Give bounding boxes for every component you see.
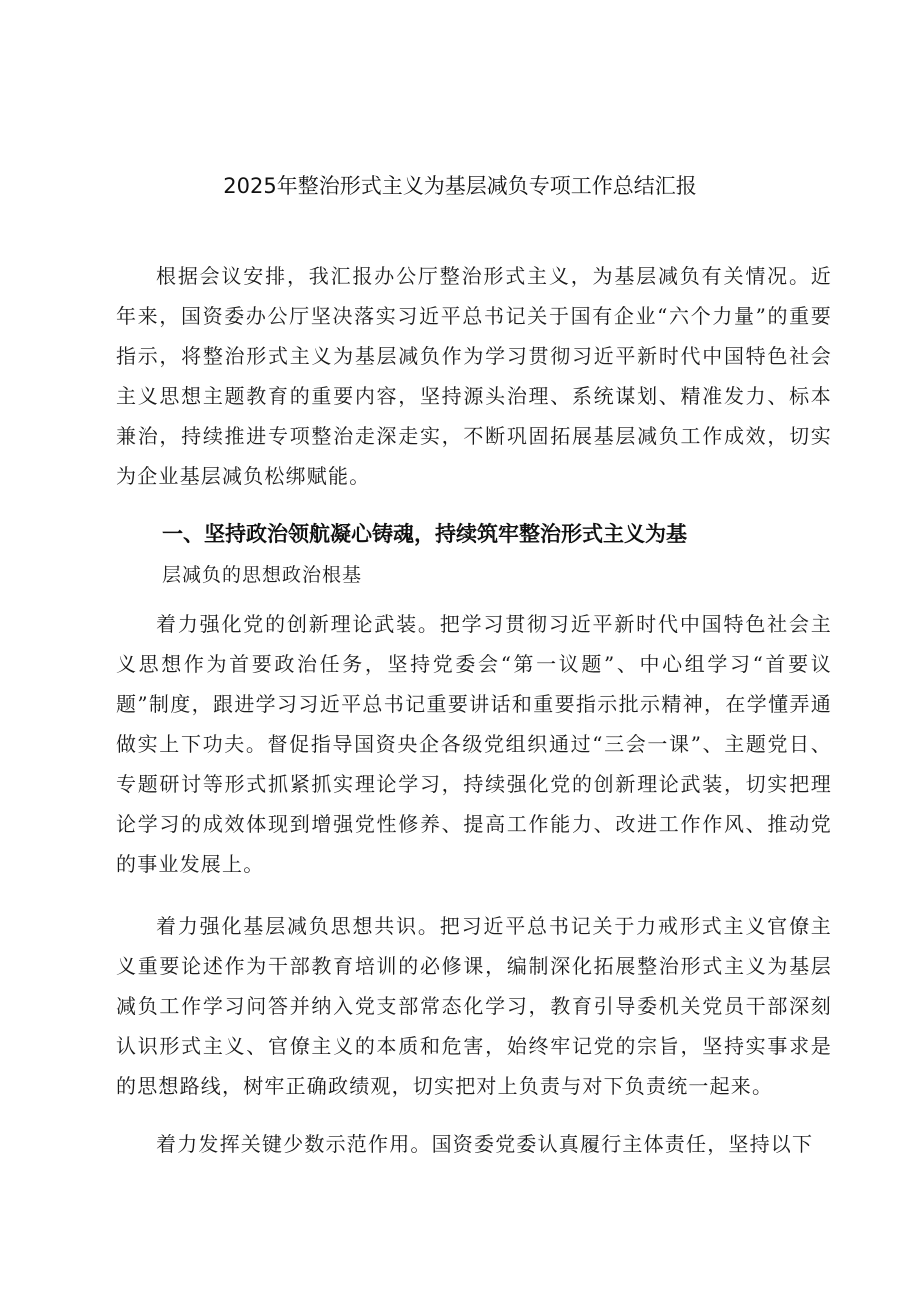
section-heading-continuation: 层减负的思想政治根基 [162, 564, 363, 586]
section-paragraph: 着力发挥关键少数示范作用。国资委党委认真履行主体责任，坚持以下 [156, 1132, 814, 1156]
intro-paragraph: 根据会议安排，我汇报办公厅整治形式主义，为基层减负有关情况。近年来，国资委办公厅坚决落实习近平总书记关于国有企业“六个力量”的重要指示，将整治形式主义为基层减负作为学习贯彻习近平新时代中国特色社会主义思想主题教育的重要内容，坚持源头治理、系统谋划、精准发力、标本兼治，持续推进专项整治走深走实，不断巩固拓展基层减负工作成效，切实为企业基层减负松绑赋能。 [116, 264, 832, 488]
document-title: 2025年整治形式主义为基层减负专项工作总结汇报 [223, 174, 697, 198]
section-paragraph: 着力强化党的创新理论武装。把学习贯彻习近平新时代中国特色社会主义思想作为首要政治任务，坚持党委会“第一议题”、中心组学习“首要议题”制度，跟进学习习近平总书记重要讲话和重要指示批示精神，在学懂弄通做实上下功夫。督促指导国资央企各级党组织通过“三会一课”、主题党日、专题研讨等形式抓紧抓实理论学习，持续强化党的创新理论武装，切实把理论学习的成效体现到增强党性修养、提高工作能力、改进工作作风、推动党的事业发展上。 [116, 612, 832, 876]
section-heading: 一、坚持政治领航凝心铸魂，持续筑牢整治形式主义为基 [162, 522, 687, 546]
section-paragraph: 着力强化基层减负思想共识。把习近平总书记关于力戒形式主义官僚主义重要论述作为干部教育培训的必修课，编制深化拓展整治形式主义为基层减负工作学习问答并纳入党支部常态化学习，教育引导委机关党员干部深刻认识形式主义、官僚主义的本质和危害，始终牢记党的宗旨，坚持实事求是的思想路线，树牢正确政绩观，切实把对上负责与对下负责统一起来。 [116, 914, 832, 1098]
